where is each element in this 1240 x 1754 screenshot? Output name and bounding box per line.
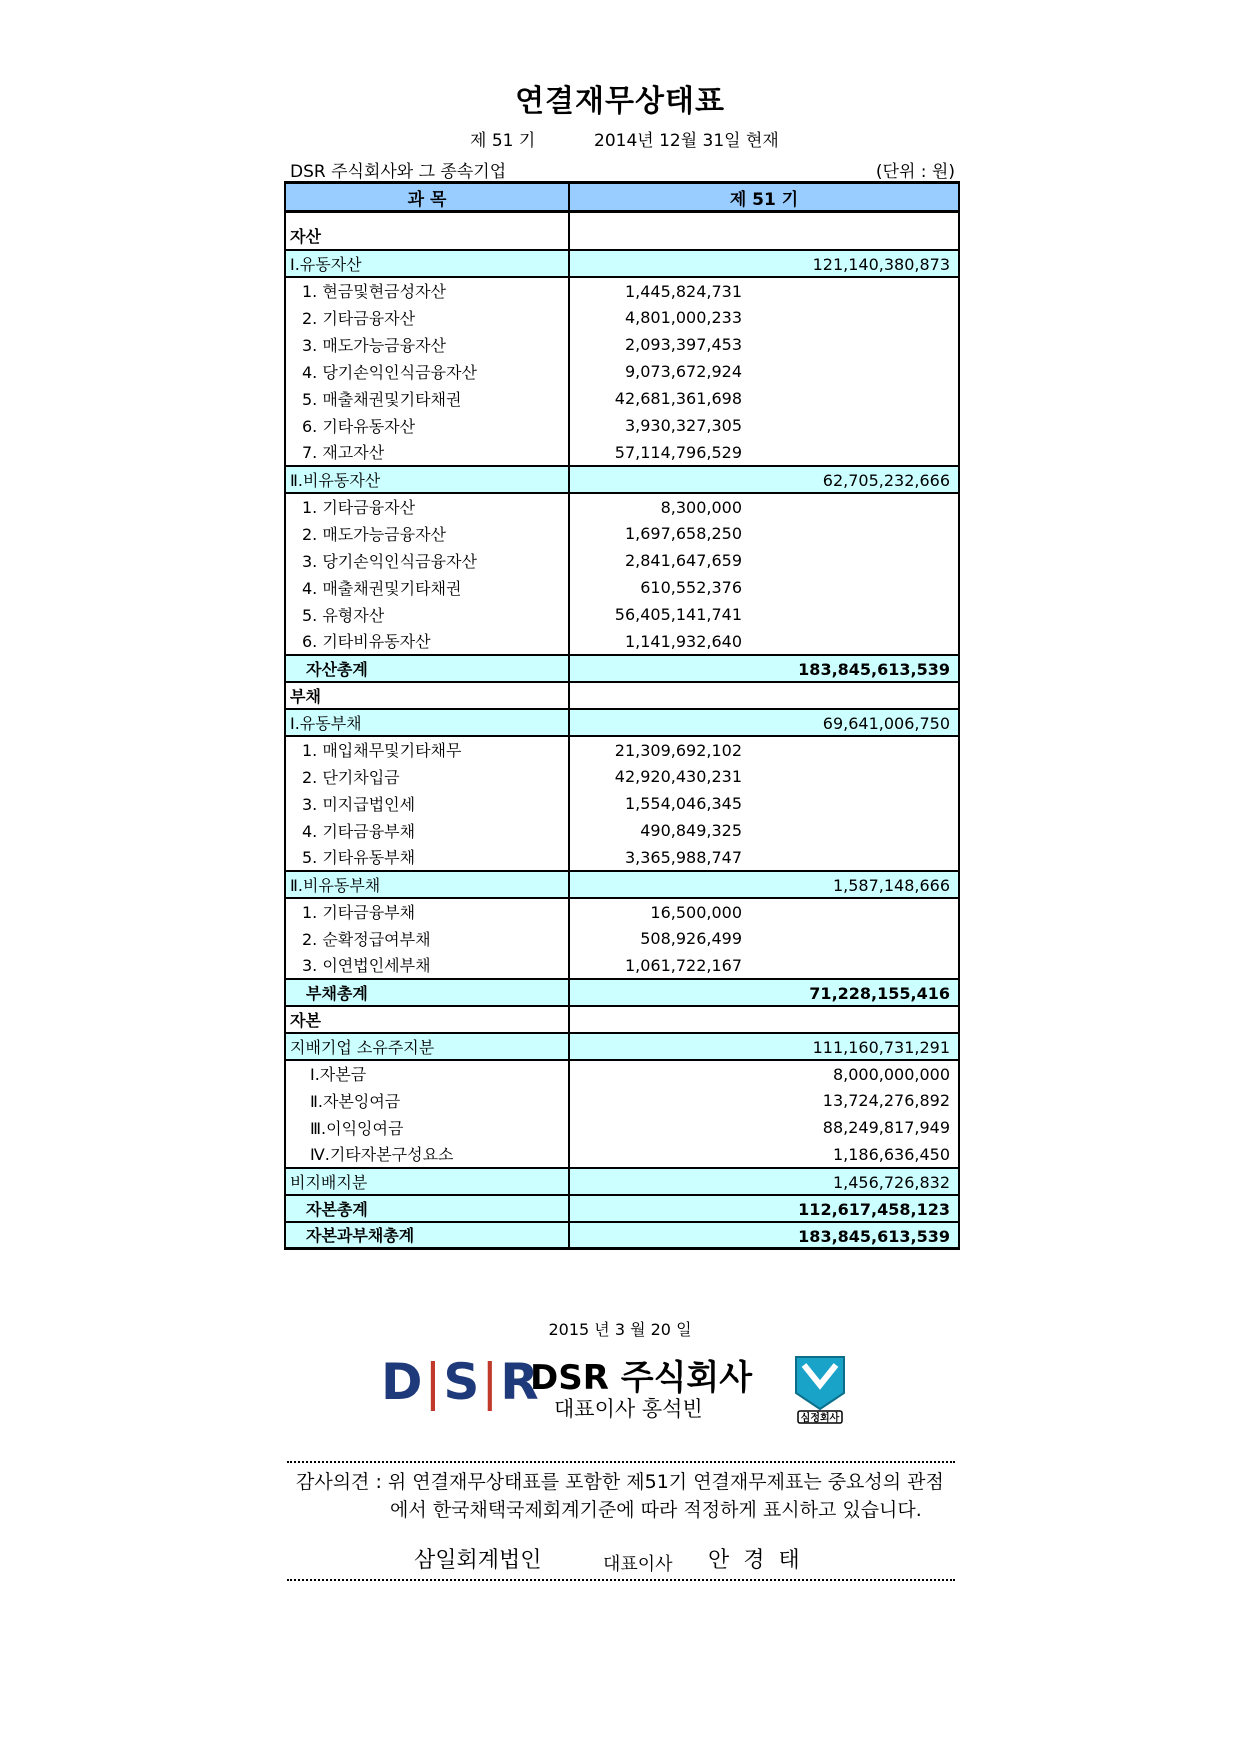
item-amount: 2,841,647,659 <box>624 550 742 570</box>
representative: 대표이사 홍석빈 <box>554 1397 703 1421</box>
row-value-cell <box>569 601 959 628</box>
table-row <box>285 574 959 601</box>
item-amount: 1,445,824,731 <box>624 281 742 301</box>
item-amount: 490,849,325 <box>640 820 742 840</box>
row-value-cell <box>569 736 959 763</box>
row-label: 자산 <box>285 223 569 250</box>
subtotal-amount: 69,641,006,750 <box>822 713 950 733</box>
row-label: 3. 매도가능금융자산 <box>285 331 569 358</box>
seal-stamp-icon <box>790 1353 850 1425</box>
row-label: 지배기업 소유주지분 <box>285 1033 569 1060</box>
row-value-cell <box>569 1114 959 1141</box>
row-value-cell <box>569 1168 959 1195</box>
table-row <box>285 655 959 682</box>
item-amount: 3,930,327,305 <box>624 415 742 435</box>
subtotal-amount: 183,845,613,539 <box>798 659 950 679</box>
table-row <box>285 1114 959 1141</box>
row-label: 4. 기타금융부채 <box>285 817 569 844</box>
table-row <box>285 466 959 493</box>
table-row <box>285 1141 959 1168</box>
row-label: Ⅱ.자본잉여금 <box>285 1087 569 1114</box>
item-amount: 610,552,376 <box>640 577 742 597</box>
row-label: 1. 매입채무및기타채무 <box>285 736 569 763</box>
row-label: Ⅰ.자본금 <box>285 1060 569 1087</box>
dsr-logo: D|S|R <box>381 1353 541 1411</box>
row-value-cell <box>569 979 959 1006</box>
subtotal-amount: 1,186,636,450 <box>832 1144 950 1164</box>
item-amount: 8,300,000 <box>660 497 742 517</box>
spacer-cell <box>285 212 569 223</box>
row-label: 부채총계 <box>285 979 569 1006</box>
table-row <box>285 1168 959 1195</box>
table-row <box>285 439 959 466</box>
subtotal-amount: 183,845,613,539 <box>798 1226 950 1246</box>
table-row <box>285 1087 959 1114</box>
table-row <box>285 1006 959 1033</box>
row-label: 2. 기타금융자산 <box>285 304 569 331</box>
item-amount: 9,073,672,924 <box>624 361 742 381</box>
row-value-cell <box>569 628 959 655</box>
table-row <box>285 817 959 844</box>
audit-opinion-line2: 에서 한국채택국제회계기준에 따라 적정하게 표시하고 있습니다. <box>390 1499 922 1521</box>
row-value-cell <box>569 871 959 898</box>
item-amount: 16,500,000 <box>650 902 742 922</box>
table-row <box>285 790 959 817</box>
row-label: 6. 기타비유동자산 <box>285 628 569 655</box>
row-value-cell <box>569 547 959 574</box>
row-label: 4. 당기손익인식금융자산 <box>285 358 569 385</box>
row-label: 1. 기타금융자산 <box>285 493 569 520</box>
item-amount: 508,926,499 <box>640 928 742 948</box>
row-value-cell <box>569 925 959 952</box>
table-row <box>285 223 959 250</box>
row-label: Ⅱ.비유동부채 <box>285 871 569 898</box>
row-value-cell <box>569 898 959 925</box>
table-row <box>285 628 959 655</box>
table-row <box>285 1222 959 1249</box>
row-value-cell <box>569 655 959 682</box>
row-value-cell <box>569 709 959 736</box>
table-row <box>285 952 959 979</box>
table-header-row <box>285 183 959 212</box>
row-label: 7. 재고자산 <box>285 439 569 466</box>
row-value-cell <box>569 439 959 466</box>
svg-text:심정회사: 심정회사 <box>800 1413 840 1424</box>
row-label: 부채 <box>285 682 569 709</box>
row-value-cell <box>569 223 959 250</box>
signature-date: 2015 년 3 월 20 일 <box>548 1320 692 1339</box>
row-value-cell <box>569 1033 959 1060</box>
item-amount: 42,920,430,231 <box>614 766 742 786</box>
row-label: 2. 매도가능금융자산 <box>285 520 569 547</box>
table-row <box>285 925 959 952</box>
subject-header: 과 목 <box>285 183 569 212</box>
row-label: 1. 현금및현금성자산 <box>285 277 569 304</box>
item-amount: 1,061,722,167 <box>624 955 742 975</box>
row-value-cell <box>569 1141 959 1168</box>
row-value-cell <box>569 466 959 493</box>
company-name: DSR 주식회사와 그 종속기업 <box>290 162 507 182</box>
item-amount: 21,309,692,102 <box>614 740 742 760</box>
row-value-cell <box>569 277 959 304</box>
subtotal-amount: 71,228,155,416 <box>809 983 950 1003</box>
row-label: 3. 미지급법인세 <box>285 790 569 817</box>
unit-label: (단위 : 원) <box>875 162 955 182</box>
subtotal-amount: 13,724,276,892 <box>822 1090 950 1110</box>
table-row <box>285 547 959 574</box>
table-row <box>285 385 959 412</box>
subtotal-amount: 121,140,380,873 <box>812 254 950 274</box>
audit-firm: 삼일회계법인 <box>414 1548 542 1573</box>
row-value-cell <box>569 250 959 277</box>
table-row <box>285 331 959 358</box>
row-value-cell <box>569 1006 959 1033</box>
table-row <box>285 212 959 223</box>
row-value-cell <box>569 520 959 547</box>
row-value-cell <box>569 493 959 520</box>
row-label: 5. 매출채권및기타채권 <box>285 385 569 412</box>
subtotal-amount: 1,587,148,666 <box>832 875 950 895</box>
row-label: 자산총계 <box>285 655 569 682</box>
spacer-cell <box>569 212 959 223</box>
item-amount: 1,141,932,640 <box>624 631 742 651</box>
table-row <box>285 601 959 628</box>
row-label: 2. 단기차입금 <box>285 763 569 790</box>
row-value-cell <box>569 790 959 817</box>
item-amount: 56,405,141,741 <box>614 604 742 624</box>
table-row <box>285 304 959 331</box>
corporation-name: DSR 주식회사 <box>530 1358 753 1398</box>
table-row <box>285 277 959 304</box>
row-label: 5. 유형자산 <box>285 601 569 628</box>
table-row <box>285 250 959 277</box>
table-row <box>285 871 959 898</box>
row-value-cell <box>569 817 959 844</box>
item-amount: 3,365,988,747 <box>624 847 742 867</box>
subtotal-amount: 88,249,817,949 <box>822 1117 950 1137</box>
row-value-cell <box>569 1222 959 1249</box>
row-value-cell <box>569 682 959 709</box>
row-value-cell <box>569 331 959 358</box>
table-row <box>285 1195 959 1222</box>
table-row <box>285 1033 959 1060</box>
table-row <box>285 709 959 736</box>
row-label: 2. 순확정급여부채 <box>285 925 569 952</box>
row-value-cell <box>569 844 959 871</box>
row-label: 5. 기타유동부채 <box>285 844 569 871</box>
item-amount: 42,681,361,698 <box>614 388 742 408</box>
row-label: 자본 <box>285 1006 569 1033</box>
row-label: Ⅰ.유동자산 <box>285 250 569 277</box>
table-row <box>285 493 959 520</box>
table-row <box>285 358 959 385</box>
table-row <box>285 979 959 1006</box>
row-value-cell <box>569 358 959 385</box>
item-amount: 57,114,796,529 <box>614 442 742 462</box>
row-label: 4. 매출채권및기타채권 <box>285 574 569 601</box>
table-row <box>285 520 959 547</box>
period-label: 제 51 기 <box>470 131 536 151</box>
row-label: 1. 기타금융부채 <box>285 898 569 925</box>
row-value-cell <box>569 412 959 439</box>
row-value-cell <box>569 385 959 412</box>
item-amount: 1,697,658,250 <box>624 523 742 543</box>
row-label: 자본과부채총계 <box>285 1222 569 1249</box>
auditor-ceo-title: 대표이사 <box>603 1554 673 1575</box>
table-row <box>285 682 959 709</box>
audit-opinion-line1: 감사의견 : 위 연결재무상태표를 포함한 제51기 연결재무제표는 중요성의 관점 <box>296 1471 944 1493</box>
balance-sheet-table <box>284 181 960 1250</box>
table-row <box>285 898 959 925</box>
document-title: 연결재무상태표 <box>515 84 725 119</box>
item-amount: 1,554,046,345 <box>624 793 742 813</box>
period-header: 제 51 기 <box>569 183 959 212</box>
auditor-ceo-name: 안경태 <box>708 1548 814 1573</box>
row-label: Ⅰ.유동부채 <box>285 709 569 736</box>
row-value-cell <box>569 1195 959 1222</box>
table-row <box>285 844 959 871</box>
row-value-cell <box>569 1060 959 1087</box>
subtotal-amount: 112,617,458,123 <box>798 1199 950 1219</box>
report-date: 2014년 12월 31일 현재 <box>594 131 779 151</box>
row-value-cell <box>569 763 959 790</box>
row-value-cell <box>569 574 959 601</box>
row-label: 3. 당기손익인식금융자산 <box>285 547 569 574</box>
item-amount: 4,801,000,233 <box>624 307 742 327</box>
row-label: 3. 이연법인세부채 <box>285 952 569 979</box>
row-label: Ⅱ.비유동자산 <box>285 466 569 493</box>
row-label: Ⅳ.기타자본구성요소 <box>285 1141 569 1168</box>
row-label: Ⅲ.이익잉여금 <box>285 1114 569 1141</box>
row-value-cell <box>569 952 959 979</box>
subtotal-amount: 1,456,726,832 <box>832 1172 950 1192</box>
subtotal-amount: 111,160,731,291 <box>812 1037 950 1057</box>
subtotal-amount: 62,705,232,666 <box>822 470 950 490</box>
table-row <box>285 1060 959 1087</box>
row-label: 6. 기타유동자산 <box>285 412 569 439</box>
table-row <box>285 736 959 763</box>
table-row <box>285 763 959 790</box>
row-value-cell <box>569 304 959 331</box>
row-label: 자본총계 <box>285 1195 569 1222</box>
item-amount: 2,093,397,453 <box>624 334 742 354</box>
row-value-cell <box>569 1087 959 1114</box>
subtotal-amount: 8,000,000,000 <box>832 1064 950 1084</box>
row-label: 비지배지분 <box>285 1168 569 1195</box>
table-row <box>285 412 959 439</box>
